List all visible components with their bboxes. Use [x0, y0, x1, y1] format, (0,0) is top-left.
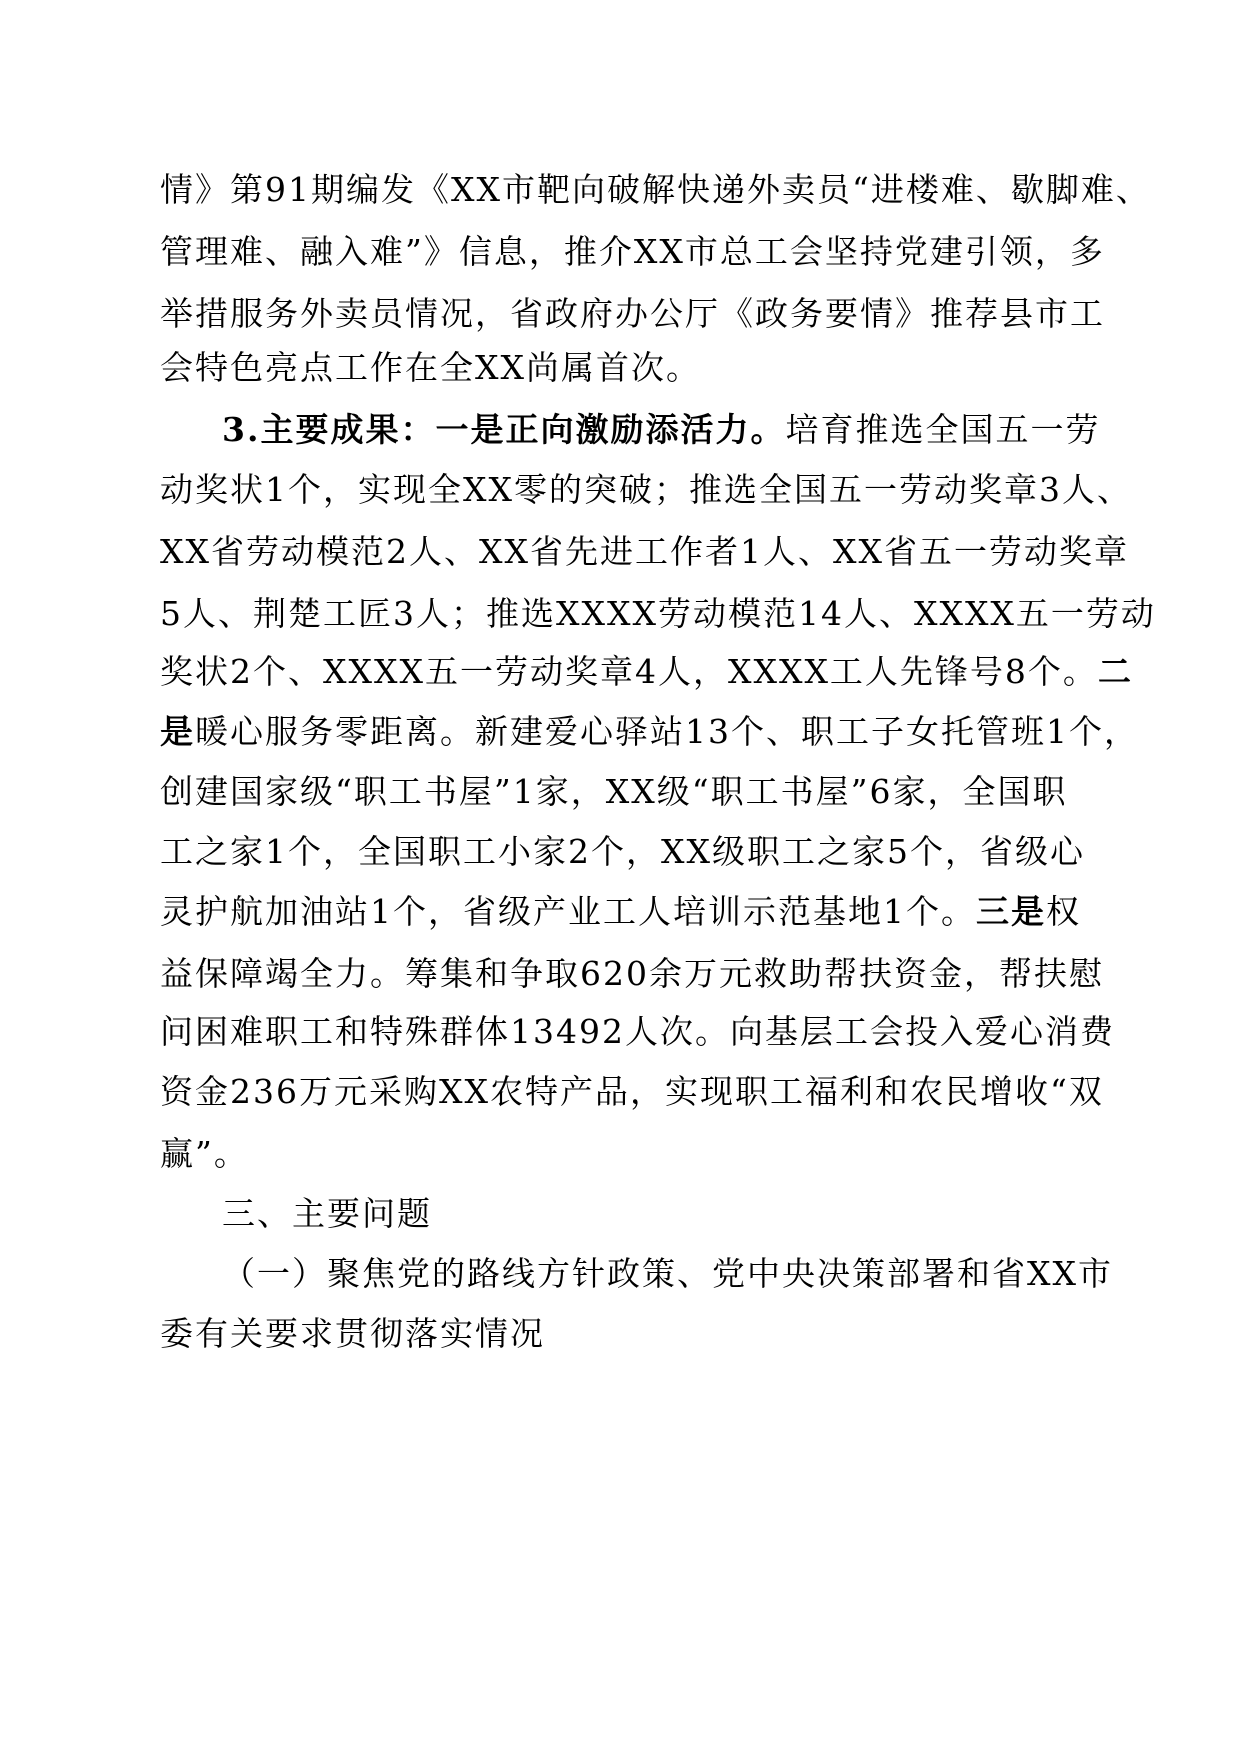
- text-segment: XX省劳动模范2人、XX省先进工作者1人、XX省五一劳动奖章: [160, 532, 1129, 571]
- bold-marker-segment: 是: [160, 712, 195, 751]
- text-segment: 5人、荆楚工匠3人；推选XXXX劳动模范14人、XXXX五一劳动: [160, 594, 1156, 633]
- subsection-heading: [222, 1254, 1113, 1294]
- body-text-line: [160, 712, 1139, 752]
- body-text-line: [160, 532, 1129, 572]
- subsection-heading-continued: [160, 1314, 545, 1354]
- text-segment: 赢”。: [160, 1134, 249, 1173]
- text-segment: 动奖状1个，实现全XX零的突破；推选全国五一劳动奖章3人、: [160, 470, 1132, 509]
- achievement-paragraph-start: [222, 410, 1100, 450]
- text-segment: 资金236万元采购XX农特产品，实现职工福利和农民增收“双: [160, 1072, 1104, 1111]
- body-text-line: [160, 348, 701, 388]
- body-text-line: [160, 594, 1156, 634]
- bold-marker-segment: 三是: [976, 892, 1046, 931]
- text-segment: 情》第91期编发《XX市靶向破解快递外卖员“进楼难、歇脚难、: [160, 170, 1151, 209]
- section-heading: [222, 1194, 432, 1234]
- text-segment: 三、主要问题: [222, 1194, 432, 1233]
- text-segment: 灵护航加油站1个，省级产业工人培训示范基地1个。: [160, 892, 976, 931]
- body-text-line: [160, 1072, 1104, 1112]
- body-text-line: [160, 892, 1081, 932]
- bold-marker-segment: 二: [1097, 652, 1133, 691]
- body-text-line: [160, 1134, 249, 1174]
- text-segment: 权: [1046, 892, 1081, 931]
- body-text-line: [160, 1012, 1115, 1052]
- text-segment: （一）聚焦党的路线方针政策、党中央决策部署和省XX市: [222, 1254, 1113, 1293]
- text-segment: 工之家1个，全国职工小家2个，XX级职工之家5个，省级心: [160, 832, 1085, 871]
- text-segment: 培育推选全国五一劳: [785, 410, 1101, 449]
- text-segment: 问困难职工和特殊群体13492人次。向基层工会投入爱心消费: [160, 1012, 1115, 1051]
- text-segment: 暖心服务零距离。新建爱心驿站13个、职工子女托管班1个，: [195, 712, 1139, 751]
- body-text-line: [160, 170, 1151, 210]
- text-segment: 奖状2个、XXXX五一劳动奖章4人，XXXX工人先锋号8个。: [160, 652, 1098, 691]
- text-segment: 创建国家级“职工书屋”1家，XX级“职工书屋”6家，全国职: [160, 772, 1068, 811]
- body-text-line: [160, 294, 1105, 334]
- body-text-line: [160, 470, 1132, 510]
- text-segment: 管理难、融入难”》信息，推介XX市总工会坚持党建引领，多: [160, 232, 1105, 271]
- body-text-line: [160, 954, 1104, 994]
- body-text-line: [160, 832, 1085, 872]
- text-segment: 举措服务外卖员情况，省政府办公厅《政务要情》推荐县市工: [160, 294, 1105, 333]
- text-segment: 益保障竭全力。筹集和争取620余万元救助帮扶资金，帮扶慰: [160, 954, 1104, 993]
- body-text-line: [160, 652, 1133, 692]
- text-segment: 委有关要求贯彻落实情况: [160, 1314, 545, 1353]
- text-segment: 会特色亮点工作在全XX尚属首次。: [160, 348, 701, 387]
- bold-heading-segment: 3.主要成果：一是正向激励添活力。: [222, 410, 786, 449]
- body-text-line: [160, 772, 1067, 812]
- body-text-line: [160, 232, 1105, 272]
